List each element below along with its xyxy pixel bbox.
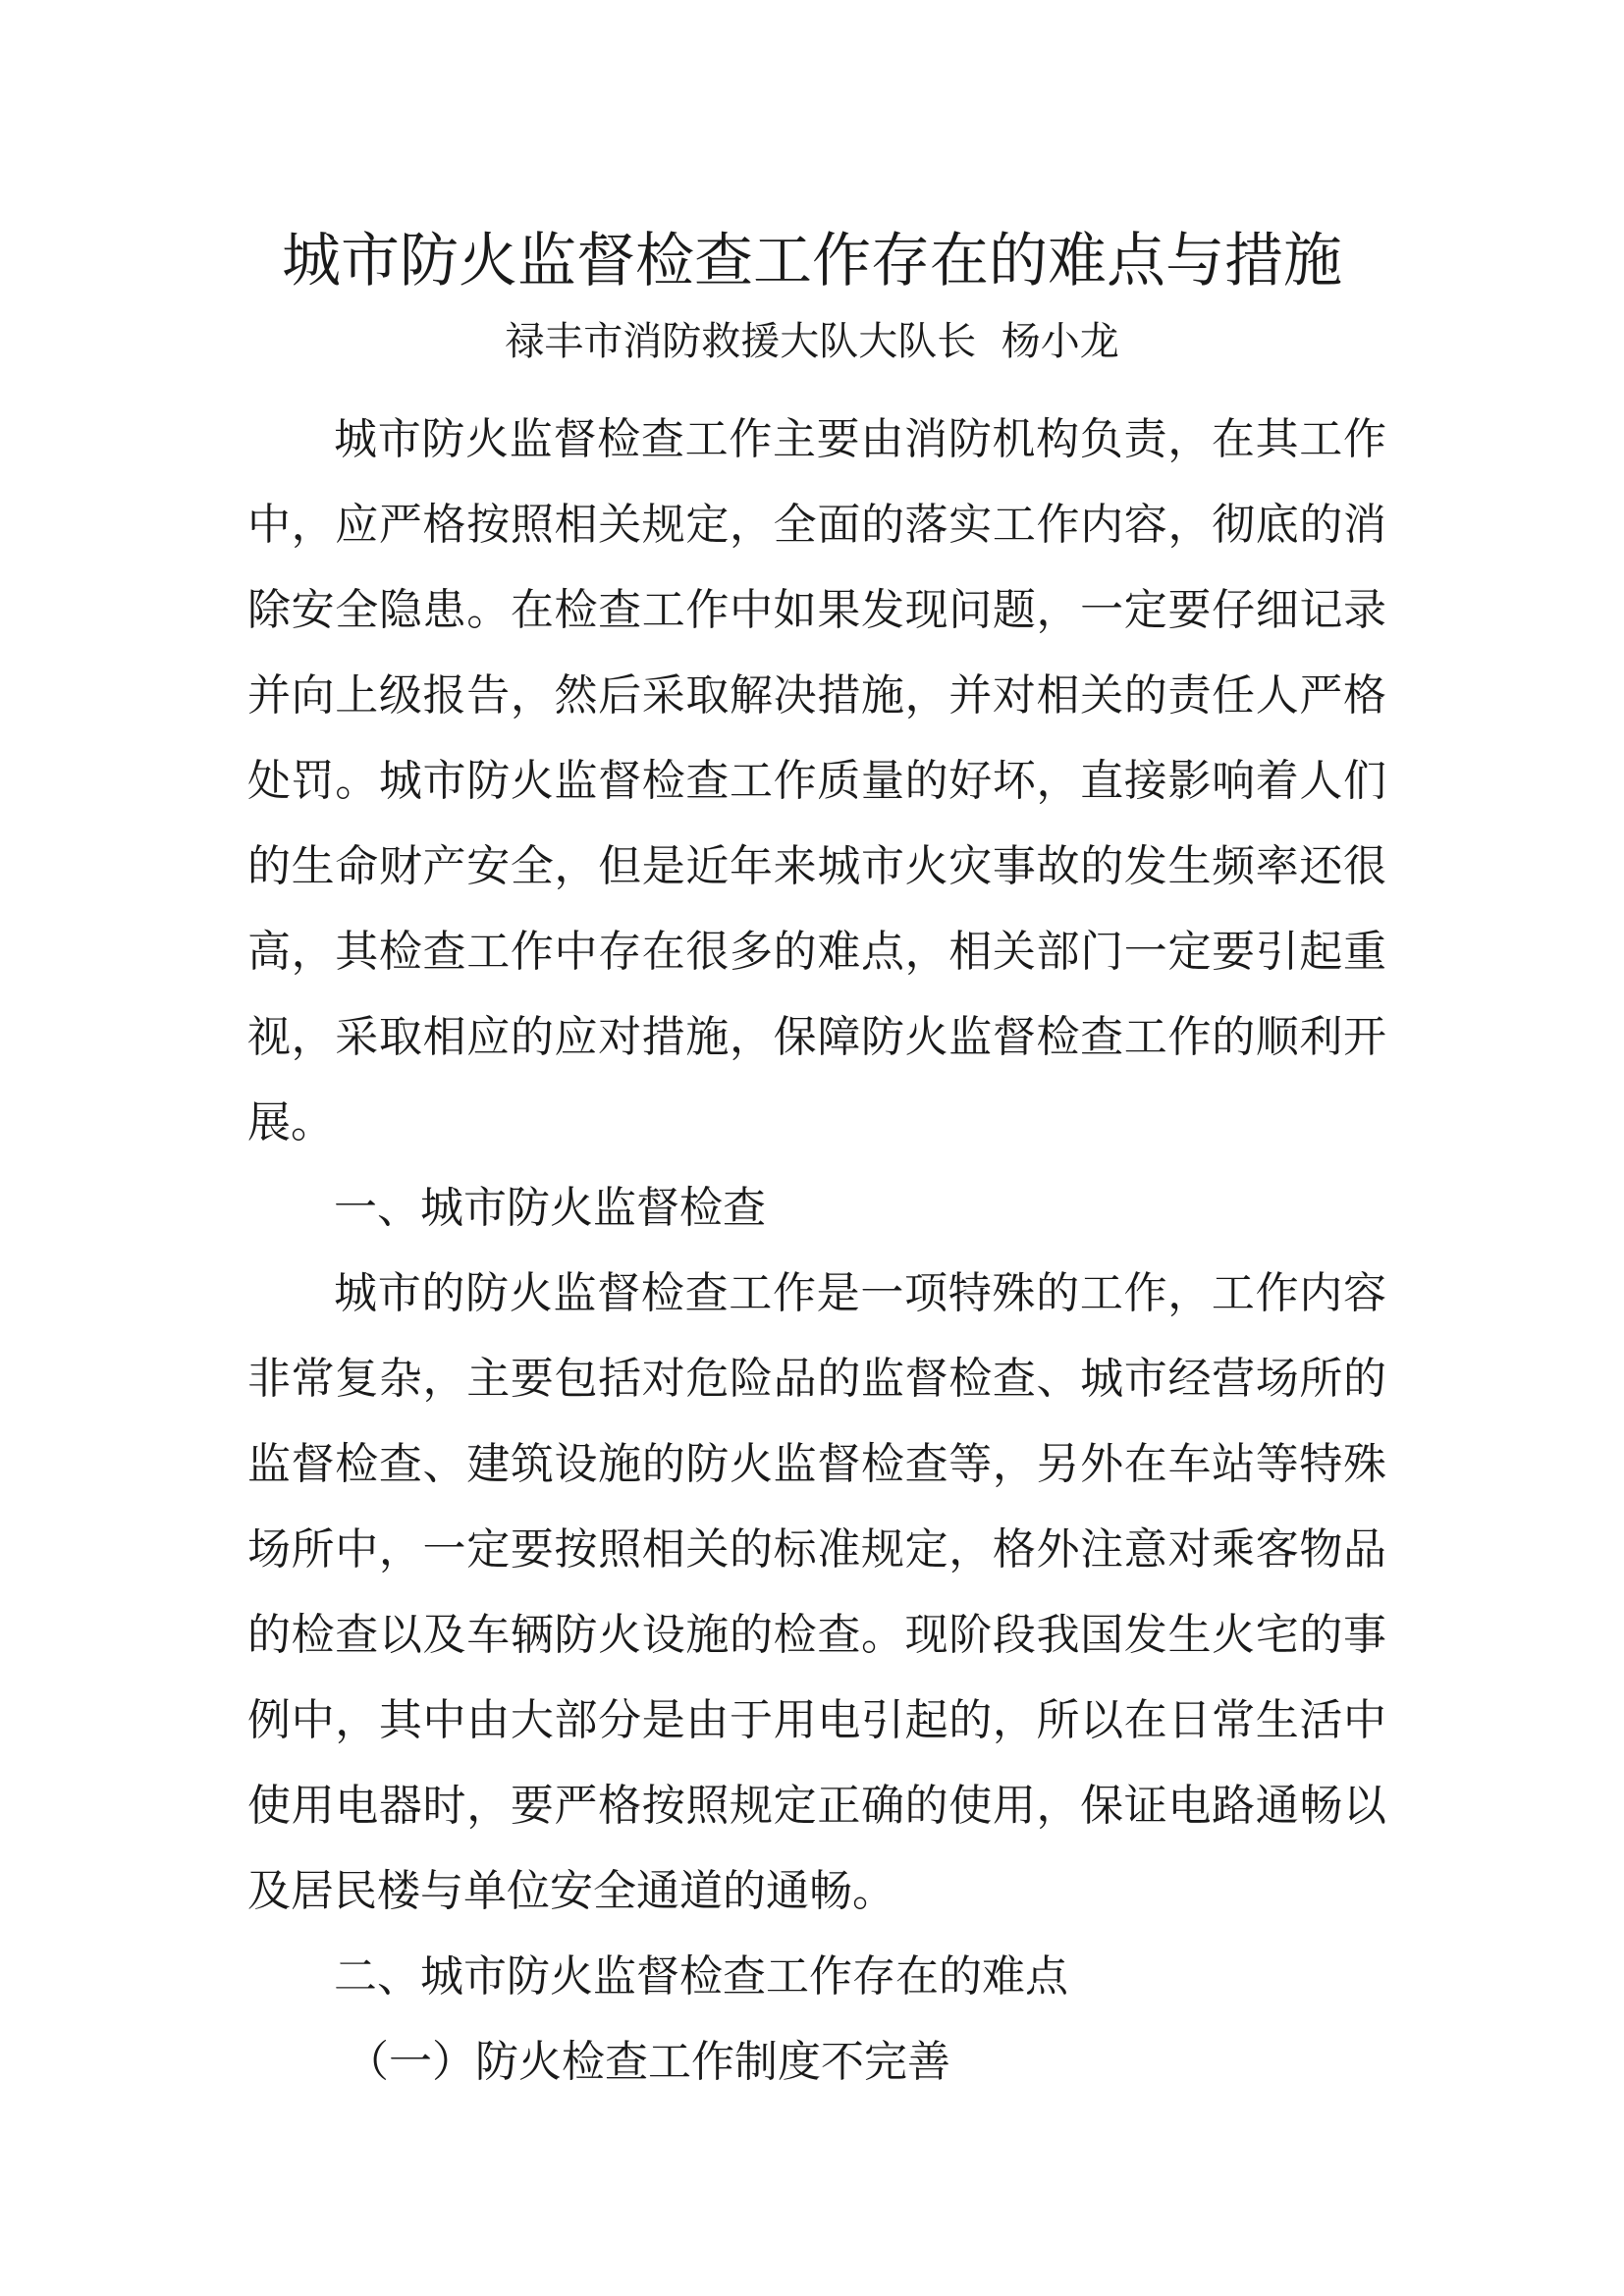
section-2-heading: 二、城市防火监督检查工作存在的难点 — [334, 1951, 1068, 2002]
intro-paragraph: 城市防火监督检查工作主要由消防机构负责，在其工作中，应严格按照相关规定，全面的落实工作内容，彻底的消除安全隐患。在检查工作中如果发现问题，一定要仔细记录并向上级报告，然后采取解决措施，并对相关的责任人严格处罚。城市防火监督检查工作质量的好坏，直接影响着人们的生命财产安全，但是近年来城市火灾事故的发生频率还很高，其检查工作中存在很多的难点，相关部门一定要引起重视，采取相应的应对措施，保障防火监督检查工作的顺利开展。 — [247, 414, 1386, 1148]
section-1-heading: 一、城市防火监督检查 — [334, 1183, 766, 1233]
document-body — [247, 397, 1386, 2105]
section-1-paragraph: 城市的防火监督检查工作是一项特殊的工作，工作内容非常复杂，主要包括对危险品的监督检查、城市经营场所的监督检查、建筑设施的防火监督检查等，另外在车站等特殊场所中，一定要按照相关的标准规定，格外注意对乘客物品的检查以及车辆防火设施的检查。现阶段我国发生火宅的事例中，其中由大部分是由于用电引起的，所以在日常生活中使用电器时，要严格按照规定正确的使用，保证电路通畅以及居民楼与单位安全通道的通畅。 — [247, 1268, 1386, 1916]
author-byline: 禄丰市消防救援大队大队长 杨小龙 — [505, 319, 1119, 364]
section-2-subheading-1: （一）防火检查工作制度不完善 — [346, 2037, 950, 2087]
document-title: 城市防火监督检查工作存在的难点与措施 — [282, 227, 1342, 295]
